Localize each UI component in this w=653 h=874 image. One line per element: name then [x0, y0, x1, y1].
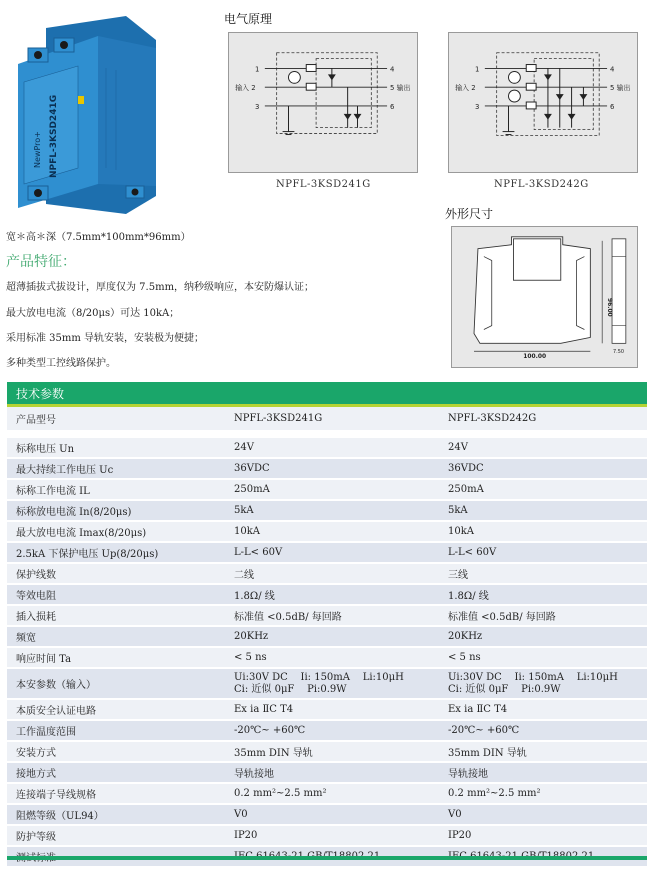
- pin-6-label: 6: [610, 102, 615, 111]
- pin-5-label: 5 输出: [610, 84, 631, 93]
- spec-label: 本安参数（输入）: [7, 668, 225, 699]
- spec-value: 导轨接地: [439, 762, 647, 783]
- spec-label: 阻燃等级（UL94）: [7, 804, 225, 825]
- spec-value: 5kA: [439, 500, 647, 521]
- schematic-241g: [228, 32, 418, 173]
- spec-value: 35mm DIN 导轨: [439, 741, 647, 762]
- diagram-section-title: 电气原理: [224, 12, 273, 26]
- safety-param-line: Ui:30V DC Ii: 150mA Li:10μH: [448, 671, 618, 683]
- spec-label: 标称工作电流 IL: [7, 479, 225, 500]
- spec-table: [7, 407, 647, 868]
- spec-table-bottom-bar: [7, 856, 647, 860]
- product-model-text: NPFL-3KSD241G: [49, 94, 59, 178]
- spec-row: [7, 584, 647, 605]
- spec-row: [7, 542, 647, 563]
- spec-value: < 5 ns: [225, 647, 439, 668]
- spec-header-model-241g: NPFL-3KSD241G: [225, 407, 439, 431]
- spec-value: 35mm DIN 导轨: [225, 741, 439, 762]
- spec-value: 10kA: [225, 521, 439, 542]
- spec-label: 连接端子导线规格: [7, 783, 225, 804]
- spec-row: [7, 563, 647, 584]
- spec-value: Ex ia ⅡC T4: [225, 699, 439, 720]
- spec-row: [7, 437, 647, 458]
- schematic-242g: [448, 32, 638, 173]
- spec-table-header-bar: [7, 382, 647, 404]
- spec-value: 10kA: [439, 521, 647, 542]
- spec-value: 0.2 mm²~2.5 mm²: [439, 783, 647, 804]
- feature-item: 多种类型工控线路保护。: [6, 358, 116, 369]
- schematic-241g-caption: NPFL-3KSD241G: [276, 179, 371, 190]
- spec-row: [7, 762, 647, 783]
- spec-value: 24V: [439, 437, 647, 458]
- pin-5-label: 5 输出: [390, 84, 411, 93]
- spec-label: 防护等级: [7, 825, 225, 846]
- spec-row: [7, 479, 647, 500]
- spec-value: 250mA: [439, 479, 647, 500]
- spec-value: 导轨接地: [225, 762, 439, 783]
- pin-2-label: 输入 2: [455, 84, 476, 93]
- spec-label: 标称电压 Un: [7, 437, 225, 458]
- spec-value: 1.8Ω/ 线: [439, 584, 647, 605]
- pin-3-label: 3: [254, 102, 260, 111]
- spec-row: [7, 626, 647, 647]
- spec-row: [7, 804, 647, 825]
- spec-value: 20KHz: [439, 626, 647, 647]
- spec-header-model-242g: NPFL-3KSD242G: [439, 407, 647, 431]
- product-brand-text: NewPro+: [33, 131, 42, 168]
- spec-value: -20℃~ +60℃: [225, 720, 439, 741]
- spec-row: [7, 458, 647, 479]
- schematic-242g-caption: NPFL-3KSD242G: [494, 179, 589, 190]
- dimensions-section-title: 外形尺寸: [445, 207, 494, 221]
- safety-param-line: Ci: 近似 0μF Pi:0.9W: [234, 683, 347, 695]
- spec-row-safety: [7, 668, 647, 699]
- spec-value: [225, 668, 439, 699]
- spec-label: 响应时间 Ta: [7, 647, 225, 668]
- product-photo: [6, 8, 174, 216]
- pin-4-label: 4: [390, 65, 395, 74]
- pin-2-label: 输入 2: [235, 84, 256, 93]
- spec-value: 二线: [225, 563, 439, 584]
- spec-value: 5kA: [225, 500, 439, 521]
- pin-6-label: 6: [390, 102, 395, 111]
- width-dimension-label: 100.00: [523, 354, 547, 361]
- spec-value: IP20: [225, 825, 439, 846]
- spec-value: Ex ia ⅡC T4: [439, 699, 647, 720]
- spec-row: [7, 720, 647, 741]
- spec-value: [439, 668, 647, 699]
- spec-table-title: 技术参数: [16, 387, 65, 401]
- spec-value: IP20: [439, 825, 647, 846]
- spec-row: [7, 500, 647, 521]
- pin-1-label: 1: [254, 65, 260, 74]
- depth-dimension-label: 7.50: [613, 349, 624, 356]
- spec-value: 标准值 <0.5dB/ 每回路: [225, 605, 439, 626]
- spec-value: 1.8Ω/ 线: [225, 584, 439, 605]
- pin-1-label: 1: [474, 65, 480, 74]
- spec-header-row: [7, 407, 647, 431]
- spec-header-label: 产品型号: [7, 407, 225, 431]
- spec-value: V0: [225, 804, 439, 825]
- spec-label: 接地方式: [7, 762, 225, 783]
- spec-value: -20℃~ +60℃: [439, 720, 647, 741]
- spec-label: 工作温度范围: [7, 720, 225, 741]
- spec-value: < 5 ns: [439, 647, 647, 668]
- spec-label: 2.5kA 下保护电压 Up(8/20μs): [7, 542, 225, 563]
- spec-label: 频宽: [7, 626, 225, 647]
- spec-label: 安装方式: [7, 741, 225, 762]
- spec-label: 插入损耗: [7, 605, 225, 626]
- spec-value: 0.2 mm²~2.5 mm²: [225, 783, 439, 804]
- spec-row: [7, 521, 647, 542]
- spec-row: [7, 699, 647, 720]
- spec-label: 保护线数: [7, 563, 225, 584]
- spec-label: 最大持续工作电压 Uc: [7, 458, 225, 479]
- spec-row: [7, 647, 647, 668]
- spec-value: 三线: [439, 563, 647, 584]
- spec-value: L-L< 60V: [439, 542, 647, 563]
- spec-value: 36VDC: [439, 458, 647, 479]
- pin-3-label: 3: [474, 102, 480, 111]
- spec-value: 36VDC: [225, 458, 439, 479]
- spec-value: 标准值 <0.5dB/ 每回路: [439, 605, 647, 626]
- feature-item: 最大放电电流（8/20μs）可达 10kA；: [6, 308, 180, 319]
- outline-drawing: [451, 226, 638, 368]
- height-dimension-label: 96.00: [606, 297, 613, 317]
- spec-label: 最大放电电流 Imax(8/20μs): [7, 521, 225, 542]
- spec-value: 20KHz: [225, 626, 439, 647]
- spec-value: 24V: [225, 437, 439, 458]
- feature-item: 采用标准 35mm 导轨安装，安装极为便捷；: [6, 333, 205, 344]
- spec-value: V0: [439, 804, 647, 825]
- spec-row: [7, 783, 647, 804]
- pin-4-label: 4: [610, 65, 615, 74]
- spec-label: 等效电阻: [7, 584, 225, 605]
- spec-label: 本质安全认证电路: [7, 699, 225, 720]
- spec-row: [7, 825, 647, 846]
- features-title: 产品特征：: [6, 254, 76, 270]
- spec-value: L-L< 60V: [225, 542, 439, 563]
- safety-param-line: Ci: 近似 0μF Pi:0.9W: [448, 683, 561, 695]
- spec-row: [7, 741, 647, 762]
- feature-item: 超薄插拔式拔设计，厚度仅为 7.5mm，纳秒级响应，本安防爆认证；: [6, 282, 315, 293]
- spec-row: [7, 605, 647, 626]
- safety-param-line: Ui:30V DC Ii: 150mA Li:10μH: [234, 671, 404, 683]
- spec-label: 标称放电电流 In(8/20μs): [7, 500, 225, 521]
- spec-value: 250mA: [225, 479, 439, 500]
- dimensions-text: 宽＊高＊深（7.5mm*100mm*96mm）: [6, 232, 191, 243]
